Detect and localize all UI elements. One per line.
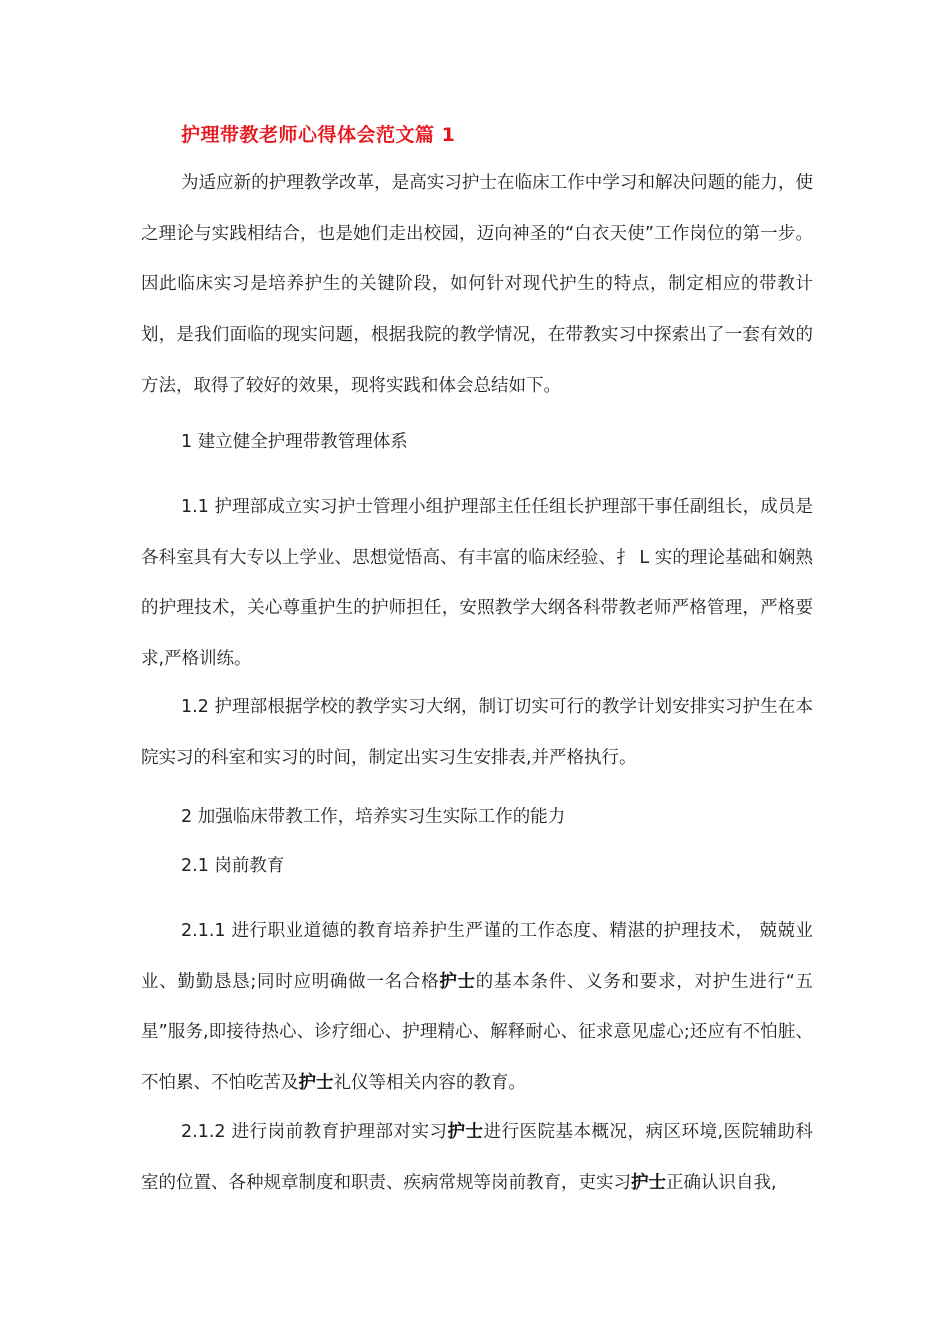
paragraph-2-1-1-bold-1: 护士	[439, 971, 476, 992]
section-1-heading: 1 建立健全护理带教管理体系	[181, 432, 408, 452]
paragraph-2-1-1-bold-2: 护士	[298, 1073, 334, 1094]
intro-paragraph: 为适应新的护理教学改革，是高实习护士在临床工作中学习和解决问题的能力，使之理论与实践相结合，也是她们走出校园，迈向神圣的“白衣天使”工作岗位的第一步。因此临床实习是培养护生的关键阶段，如何针对现代护生的特点，制定相应的带教计划，是我们面临的现实问题，根据我院的教学情况，在带教实习中探索出了一套有效的方法，取得了较好的效果，现将实践和体会总结如下。	[141, 173, 813, 396]
paragraph-2-1-1-text-1: 2.1.1 进行职业道德的教育培养护生严谨的工作态度、精湛的护理技术， 兢兢业业、勤勤恳恳;同时应明确做一名合格	[141, 921, 813, 992]
document-title: 护理带教老师心得体会范文篇 1	[181, 124, 456, 146]
paragraph-2-1-1-text-3: 礼仪等相关内容的教育。	[333, 1073, 526, 1094]
paragraph-2-1-2-bold-1: 护士	[447, 1122, 484, 1142]
paragraph-2-1-2-text-2: 进行医院基本概况，病区环境,医院辅助科室的位置、各种规章制度和职责、疾病常规等岗前教育，吏实习	[141, 1122, 814, 1193]
paragraph-2-1-2-text-1: 2.1.2 进行岗前教育护理部对实习	[181, 1122, 448, 1142]
paragraph-2-1-1	[141, 906, 813, 1109]
paragraph-1-1: 1.1 护理部成立实习护士管理小组护理部主任任组长护理部干事任副组长，成员是各科室具有大专以上学业、思想觉悟高、有丰富的临床经验、扌 L 实的理论基础和娴熟的护理技术，关心尊重护生的护师担任，安照教学大纲各科带教老师严格管理，严格要求,严格训练。	[141, 497, 813, 670]
paragraph-2-1-2	[141, 1107, 813, 1208]
section-2-heading: 2 加强临床带教工作，培养实习生实际工作的能力	[181, 807, 566, 827]
paragraph-2-1-1-text-2: 的基本条件、义务和要求，对护生进行“五星”服务,即接待热心、诊疗细心、护理精心、解释耐心、征求意见虚心;还应有不怕脏、不怕累、不怕吃苦及	[141, 971, 813, 1094]
paragraph-2-1-2-text-3: 正确认识自我,	[666, 1172, 777, 1193]
paragraph-1-2: 1.2 护理部根据学校的教学实习大纲，制订切实可行的教学计划安排实习护生在本院实习的科室和实习的时间，制定出实习生安排表,并严格执行。	[141, 697, 813, 768]
paragraph-2-1-2-bold-2: 护士	[631, 1172, 666, 1193]
section-2-1-heading: 2.1 岗前教育	[181, 856, 285, 876]
